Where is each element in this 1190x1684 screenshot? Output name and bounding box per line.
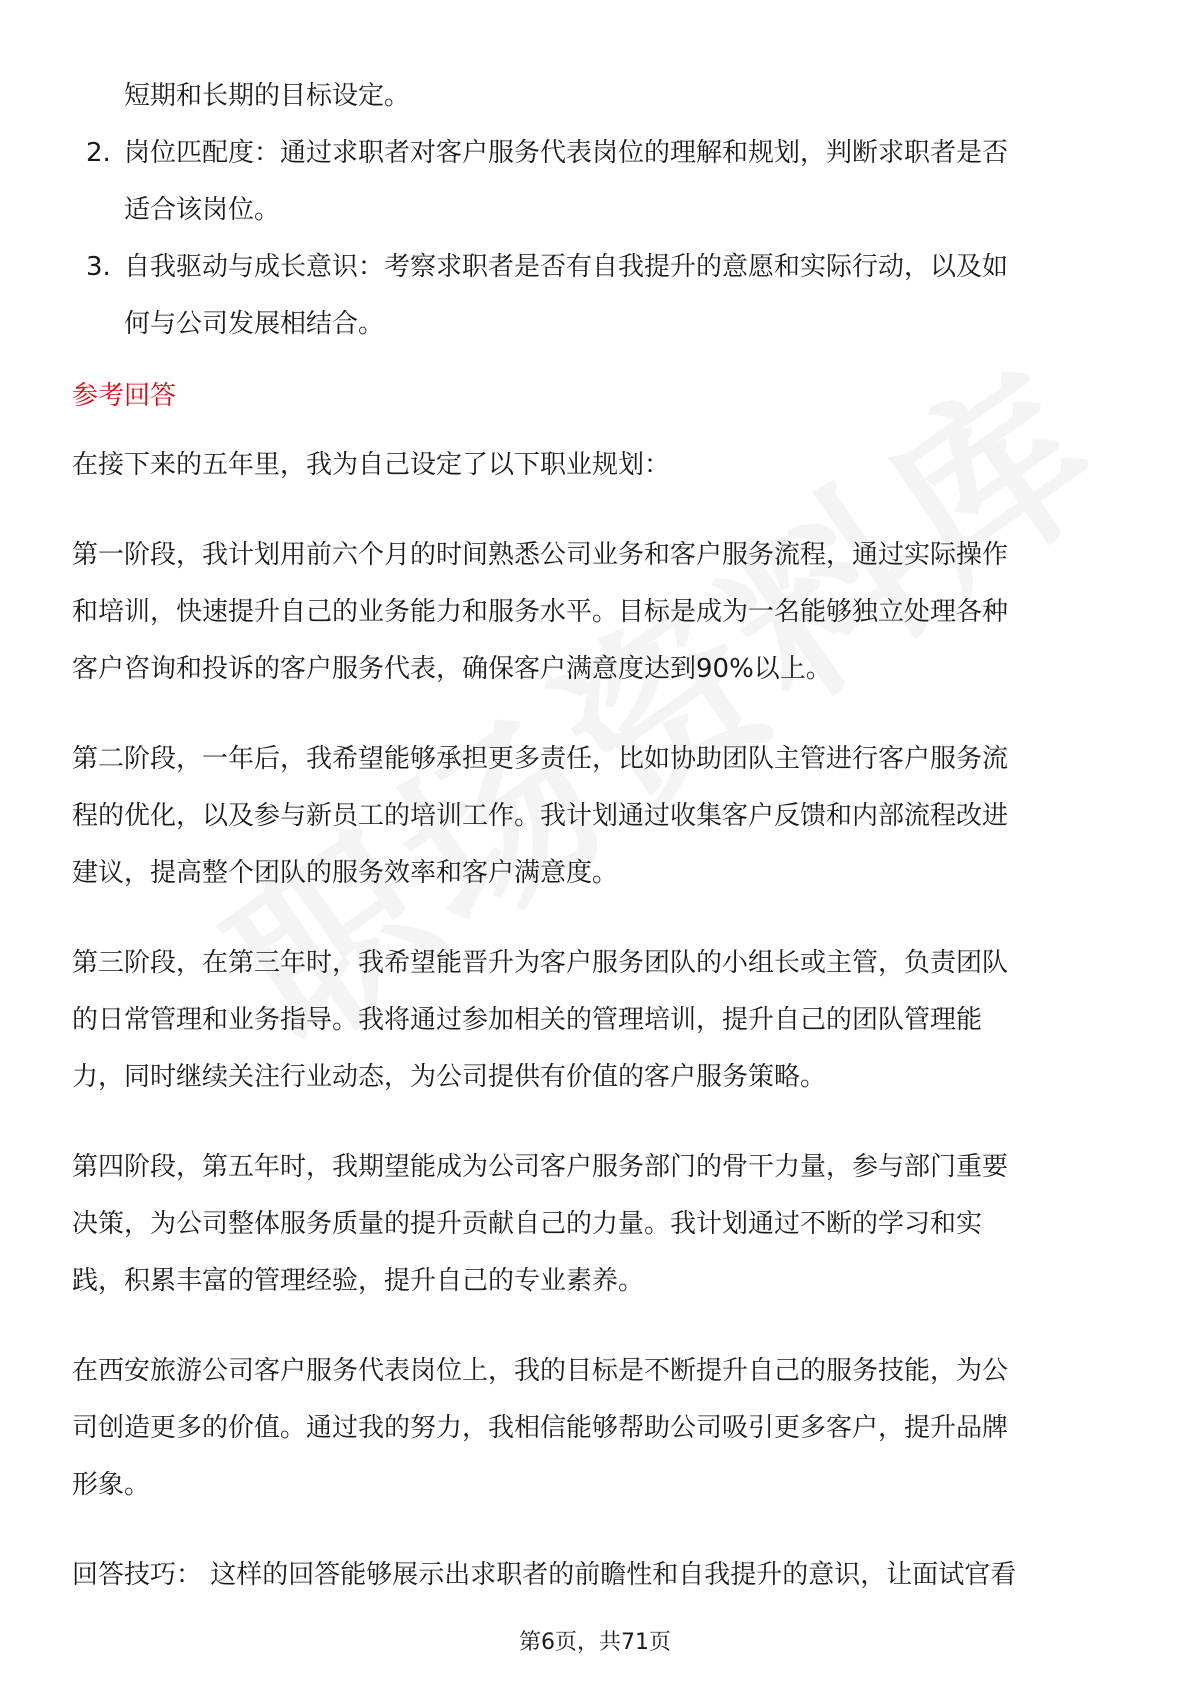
list-number: 2. xyxy=(86,138,111,168)
paragraph-line: 第一阶段，我计划用前六个月的时间熟悉公司业务和客户服务流程，通过实际操作 xyxy=(72,540,1009,570)
paragraph-stage-3 xyxy=(72,935,1122,1106)
paragraph-line: 客户咨询和投诉的客户服务代表，确保客户满意度达到90%以上。 xyxy=(72,654,832,684)
paragraph-goal xyxy=(72,1343,1122,1514)
paragraph-line: 建议，提高整个团队的服务效率和客户满意度。 xyxy=(72,858,619,888)
paragraph-line: 第四阶段，第五年时，我期望能成为公司客户服务部门的骨干力量，参与部门重要 xyxy=(72,1152,1009,1182)
paragraph-line: 和培训，快速提升自己的业务能力和服务水平。目标是成为一名能够独立处理各种 xyxy=(72,597,1009,627)
paragraph-line: 形象。 xyxy=(72,1470,151,1500)
paragraph-line: 第二阶段，一年后，我希望能够承担更多责任，比如协助团队主管进行客户服务流 xyxy=(72,744,1009,774)
paragraph-tips xyxy=(72,1547,1122,1604)
list-text: 适合该岗位。 xyxy=(124,195,281,225)
paragraph-intro xyxy=(72,437,1122,494)
list-text: 岗位匹配度：通过求职者对客户服务代表岗位的理解和规划，判断求职者是否 xyxy=(124,138,1009,168)
list-number: 3. xyxy=(86,252,111,282)
paragraph-line: 践，积累丰富的管理经验，提升自己的专业素养。 xyxy=(72,1266,645,1296)
page-number: 第6页，共71页 xyxy=(519,1630,671,1655)
paragraph-line: 的日常管理和业务指导。我将通过参加相关的管理培训，提升自己的团队管理能 xyxy=(72,1005,983,1035)
section-heading: 参考回答 xyxy=(72,381,177,411)
paragraph-line: 力，同时继续关注行业动态，为公司提供有价值的客户服务策略。 xyxy=(72,1062,827,1092)
list-item-continuation: 短期和长期的目标设定。 xyxy=(124,81,411,111)
paragraph-line: 第三阶段，在第三年时，我希望能晋升为客户服务团队的小组长或主管，负责团队 xyxy=(72,948,1009,978)
paragraph-line: 回答技巧： 这样的回答能够展示出求职者的前瞻性和自我提升的意识，让面试官看 xyxy=(72,1560,1017,1590)
list-text: 自我驱动与成长意识：考察求职者是否有自我提升的意愿和实际行动，以及如 xyxy=(124,252,1009,282)
document-body xyxy=(72,68,1122,1637)
paragraph-line: 司创造更多的价值。通过我的努力，我相信能够帮助公司吸引更多客户，提升品牌 xyxy=(72,1413,1009,1443)
list-item-3 xyxy=(72,239,1122,353)
paragraph-stage-1 xyxy=(72,527,1122,698)
list-item-2 xyxy=(72,125,1122,239)
paragraph-line: 决策，为公司整体服务质量的提升贡献自己的力量。我计划通过不断的学习和实 xyxy=(72,1209,983,1239)
list-text: 何与公司发展相结合。 xyxy=(124,309,385,339)
paragraph-stage-4 xyxy=(72,1139,1122,1310)
paragraph-stage-2 xyxy=(72,731,1122,902)
paragraph-line: 在接下来的五年里，我为自己设定了以下职业规划： xyxy=(72,450,671,480)
paragraph-line: 在西安旅游公司客户服务代表岗位上，我的目标是不断提升自己的服务技能，为公 xyxy=(72,1356,1009,1386)
paragraph-line: 程的优化，以及参与新员工的培训工作。我计划通过收集客户反馈和内部流程改进 xyxy=(72,801,1009,831)
